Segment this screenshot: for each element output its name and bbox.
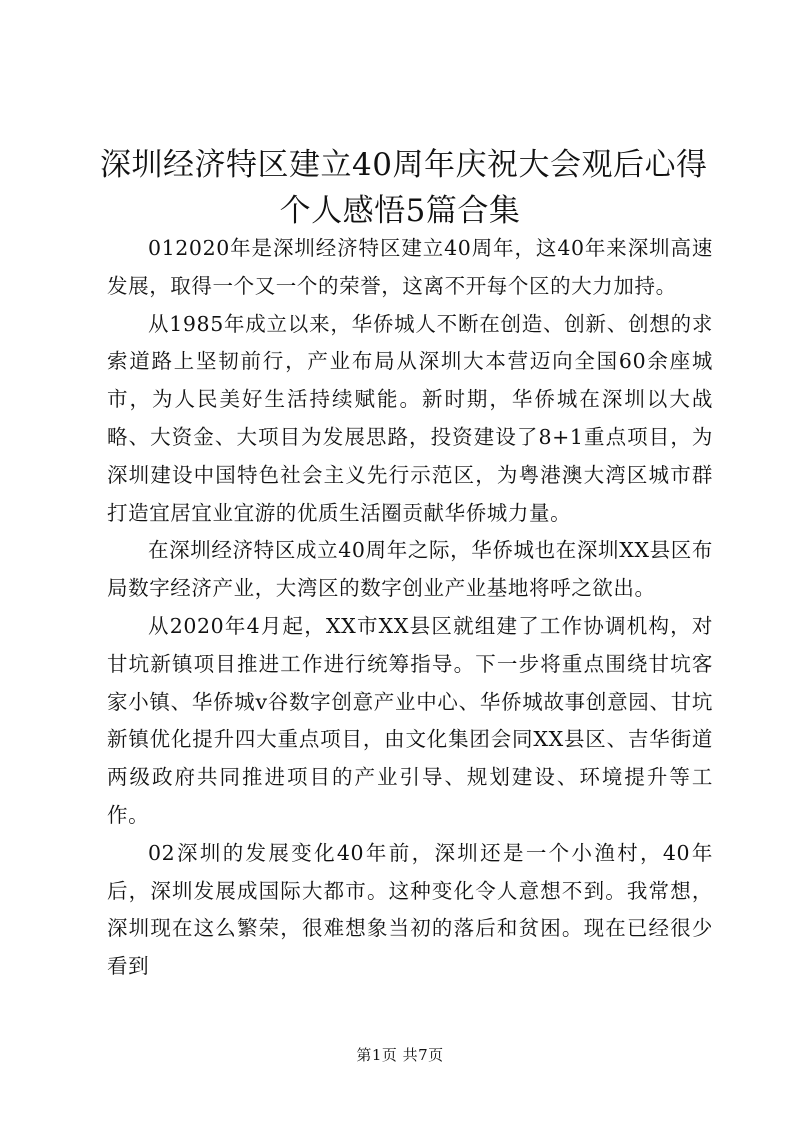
paragraph: 在深圳经济特区成立40周年之际，华侨城也在深圳XX县区布局数字经济产业，大湾区的数字创业产业基地将呼之欲出。 (107, 538, 713, 601)
paragraph: 从1985年成立以来，华侨城人不断在创造、创新、创想的求索道路上坚韧前行，产业布局从深圳大本营迈向全国60余座城市，为人民美好生活持续赋能。新时期，华侨城在深圳以大战略、大资金、大项目为发展思路，投资建设了8+1重点项目，为深圳建设中国特色社会主义先行示范区，为粤港澳大湾区城市群打造宜居宜业宜游的优质生活圈贡献华侨城力量。 (107, 311, 713, 525)
page-number-footer: 第1页 共7页 (356, 1046, 444, 1064)
document-title (100, 142, 708, 234)
document-body (107, 230, 713, 986)
title-line-1: 深圳经济特区建立40周年庆祝大会观后心得 (100, 147, 708, 183)
title-line-2: 个人感悟5篇合集 (279, 193, 521, 229)
paragraph: 02深圳的发展变化40年前，深圳还是一个小渔村，40年后，深圳发展成国际大都市。这种变化令人意想不到。我常想，深圳现在这么繁荣，很难想象当初的落后和贫困。现在已经很少看到 (107, 840, 713, 979)
paragraph: 012020年是深圳经济特区建立40周年，这40年来深圳高速发展，取得一个又一个的荣誉，这离不开每个区的大力加持。 (107, 236, 713, 298)
paragraph: 从2020年4月起，XX市XX县区就组建了工作协调机构，对甘坑新镇项目推进工作进行统筹指导。下一步将重点围绕甘坑客家小镇、华侨城v谷数字创意产业中心、华侨城故事创意园、甘坑新镇优化提升四大重点项目，由文化集团会同XX县区、吉华街道两级政府共同推进项目的产业引导、规划建设、环境提升等工作。 (107, 613, 713, 827)
